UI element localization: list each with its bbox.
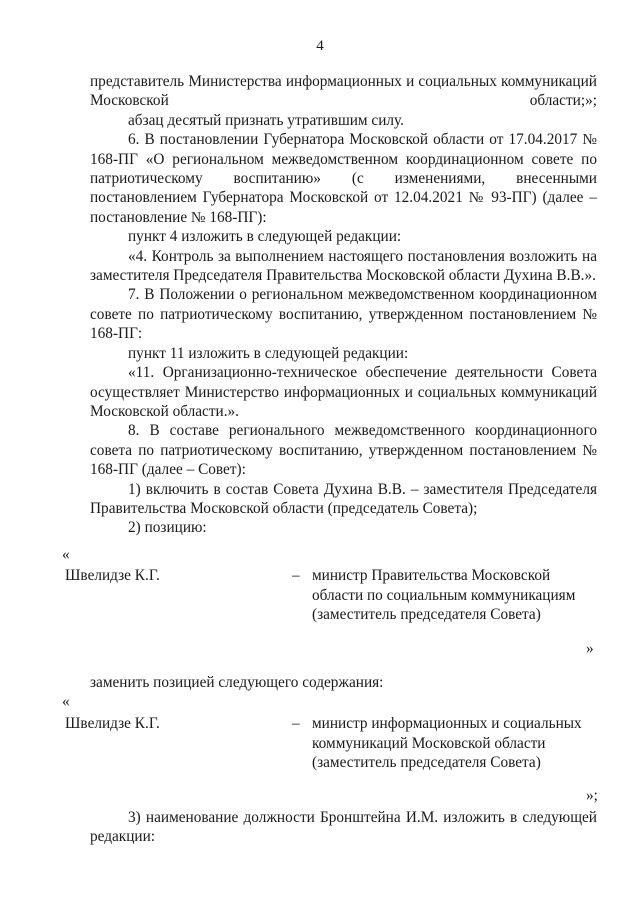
paragraph-7: пункт 11 изложить в следующей редакции:	[128, 344, 409, 362]
final-paragraph: 3) наименование должности Бронштейна И.М. изложить в следующей редакции:	[90, 809, 597, 846]
replace-instruction: заменить позицией следующего содержания:	[90, 674, 384, 691]
paragraph-10: 1) включить в состав Совета Духина В.В. – заместителя Председателя Правительства Московской области (председатель Совета);	[90, 480, 597, 517]
role-line: (заместитель председателя Совета)	[312, 754, 541, 771]
role-line: министр Правительства Московской	[312, 567, 551, 584]
dash-separator: –	[292, 567, 300, 584]
paragraph-8: «11. Организационно-техническое обеспечение деятельности Совета осуществляет Министерство информационных и социальных коммуникаций Московской области.».	[90, 364, 597, 420]
paragraph-4: пункт 4 изложить в следующей редакции:	[128, 228, 402, 246]
dash-separator: –	[292, 715, 300, 732]
close-quote: »	[586, 640, 594, 657]
role-line: коммуникаций Московской области	[312, 734, 546, 752]
member-name: Швелидзе К.Г.	[65, 715, 160, 732]
open-quote: «	[62, 546, 70, 563]
paragraph-1: представитель Министерства информационных и социальных коммуникаций Московской области;»;	[90, 73, 597, 110]
role-line: области по социальным коммуникациям	[312, 586, 576, 604]
paragraph-3: 6. В постановлении Губернатора Московской области от 17.04.2017 № 168-ПГ «О региональном межведомственном координационном совете по патриотическому воспитанию» (с изменениями, внесенными постановлением Губернатора Московской от 12.04.2021 № 93-ПГ) (далее – постановление № 168-ПГ):	[90, 131, 597, 226]
document-body	[90, 72, 597, 538]
paragraph-9: 8. В составе регионального межведомственного координационного совета по патриотическому воспитанию, утвержденном постановлением № 168-ПГ (далее – Совет):	[90, 422, 597, 479]
role-line: министр информационных и социальных	[312, 715, 582, 732]
page-number: 4	[316, 38, 324, 54]
paragraph-5: «4. Контроль за выполнением настоящего постановления возложить на заместителя Председателя Правительства Московской области Духина В.В.».	[90, 247, 597, 285]
paragraph-11: 2) позицию:	[128, 519, 207, 537]
open-quote: «	[62, 693, 70, 710]
member-role	[312, 714, 602, 773]
member-role	[312, 566, 602, 625]
role-line: (заместитель председателя Совета)	[312, 606, 541, 623]
paragraph-6: 7. В Положении о региональном межведомственном координационном совете по патриотическому воспитанию, утвержденном постановлением № 168-ПГ:	[90, 286, 597, 343]
close-quote: »;	[586, 787, 598, 804]
paragraph-2: абзац десятый признать утратившим силу.	[128, 111, 404, 129]
member-name: Швелидзе К.Г.	[65, 567, 160, 584]
